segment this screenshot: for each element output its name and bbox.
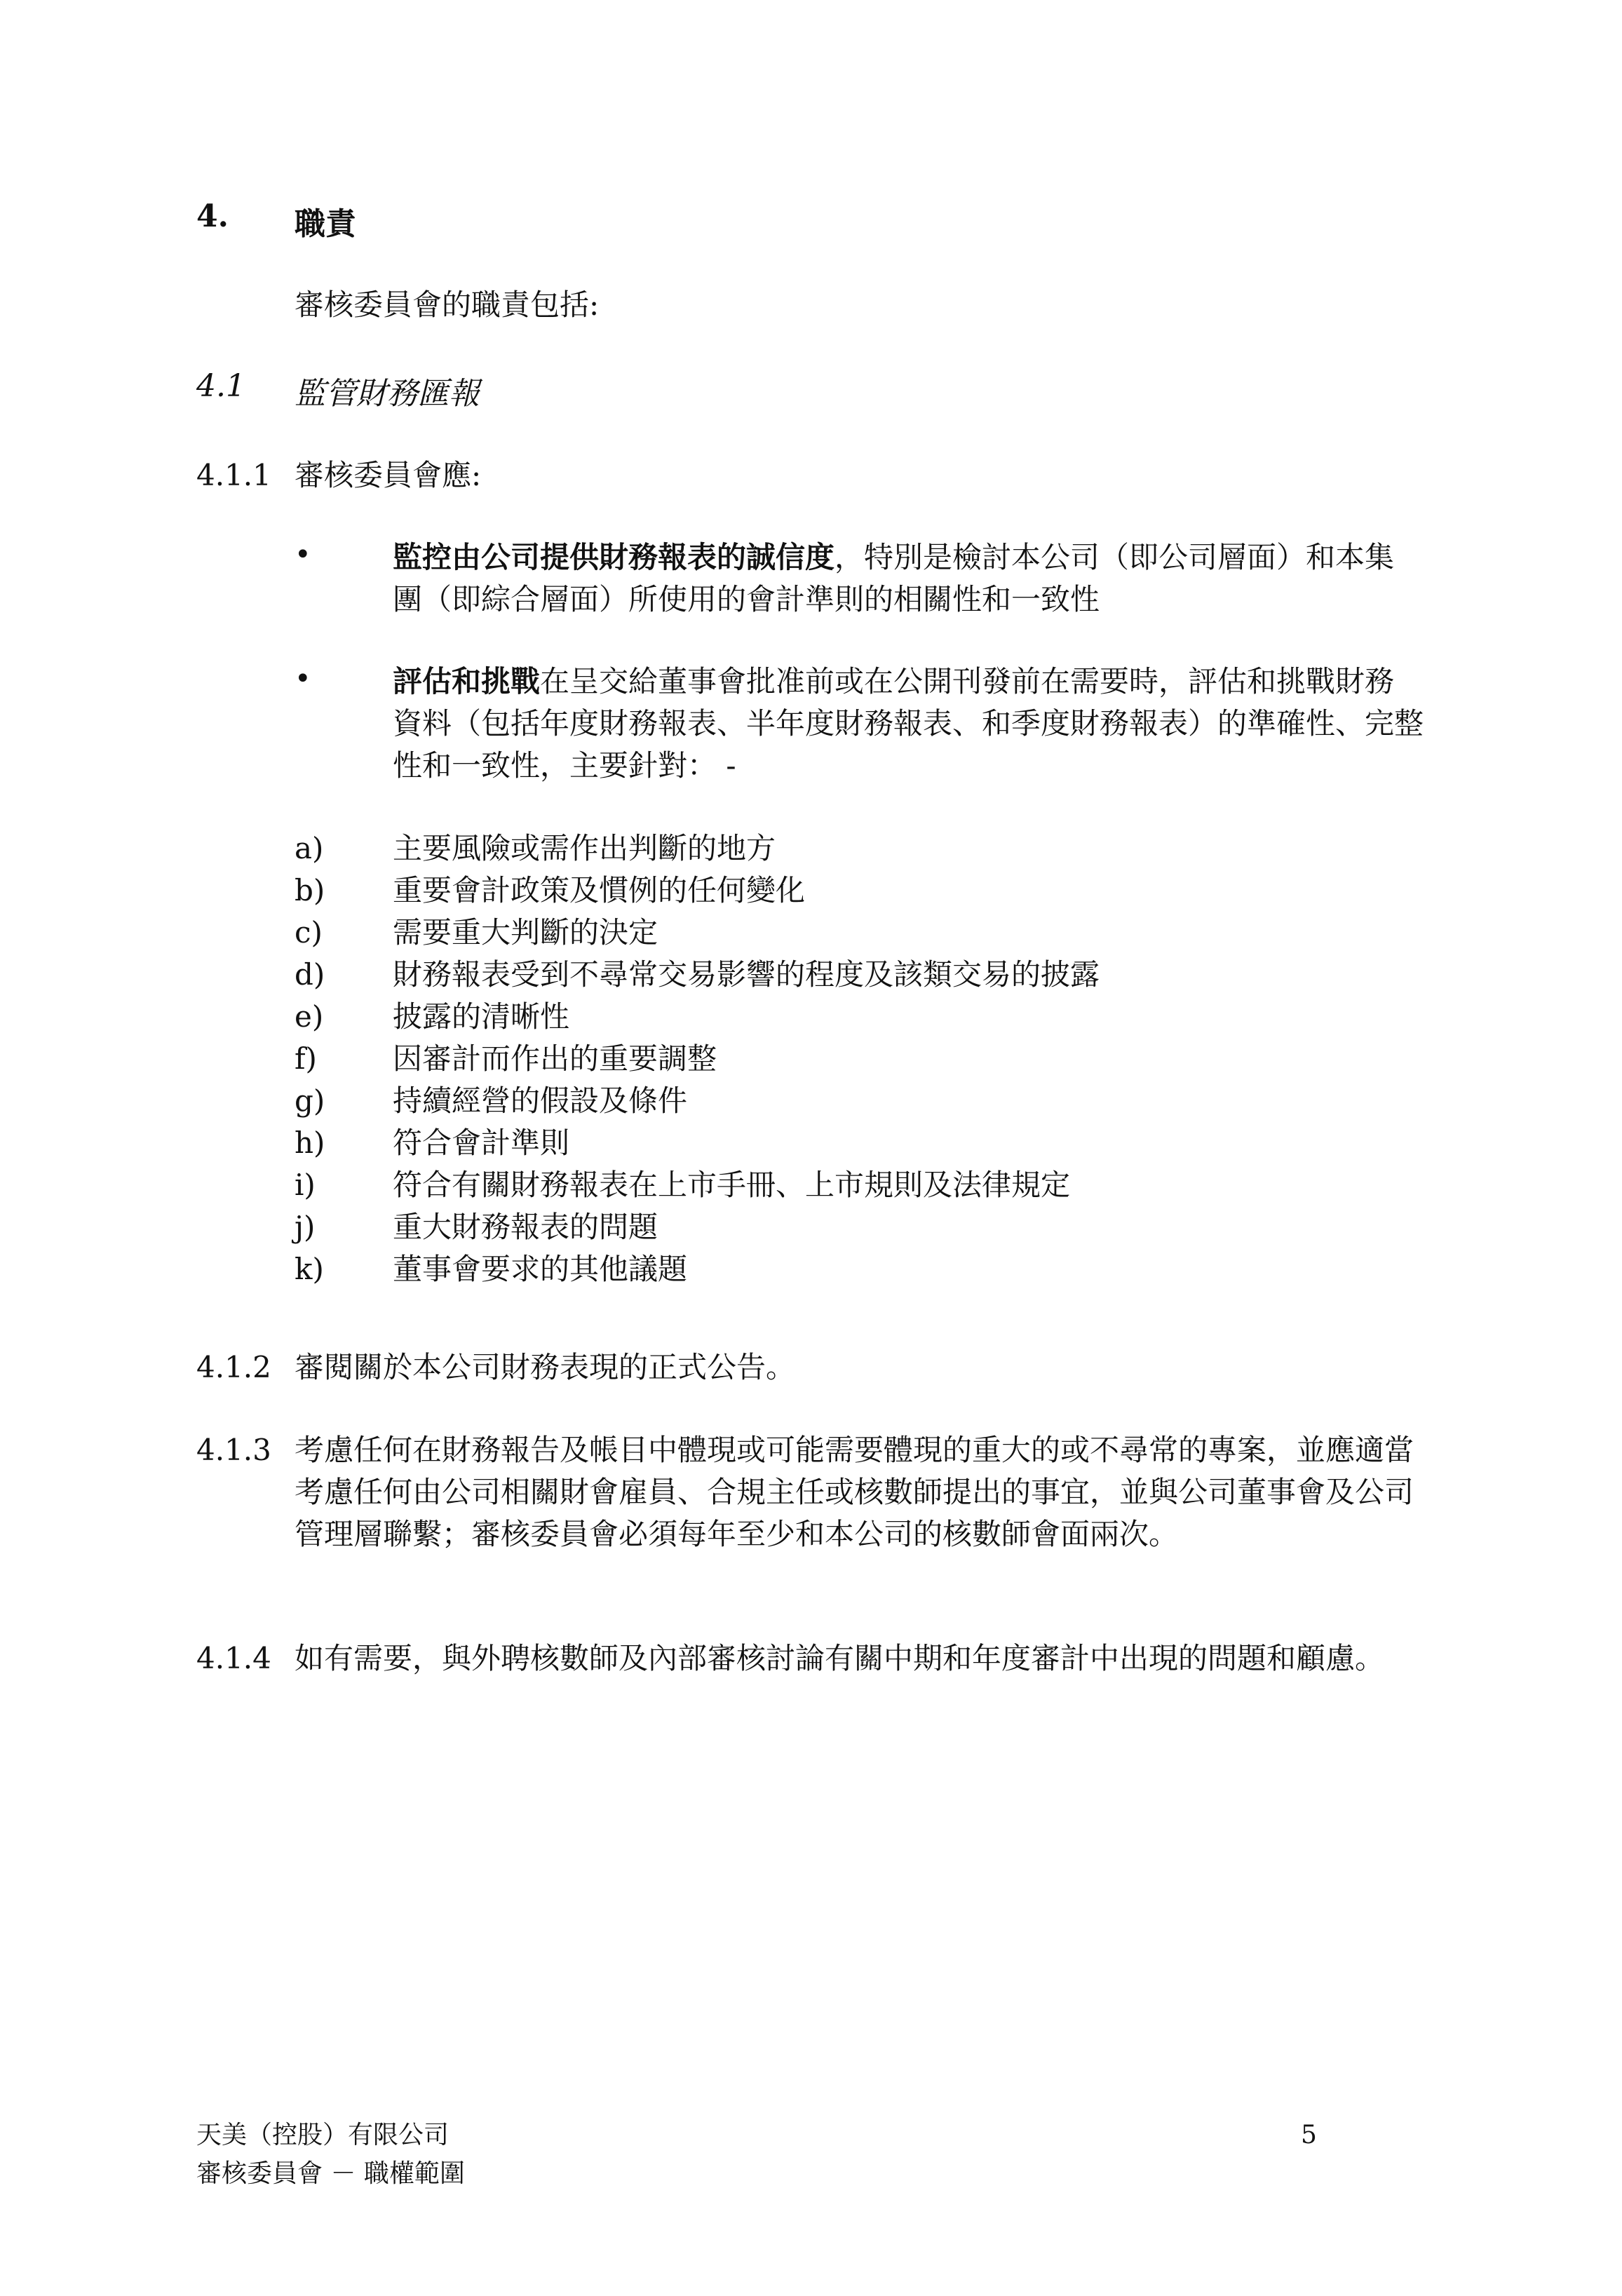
bullet-rest-text: 在呈交給董事會批准前或在公開刊發前在需要時，評估和挑戰財務資料（包括年度財務報表、半年度財務報表、和季度財務報表）的準確性、完整性和一致性，主要針對： - (393, 664, 1424, 783)
item-number: 4.1.4 (196, 1641, 271, 1675)
footer-company: 天美（控股）有限公司 (196, 2121, 450, 2149)
section-title: 職責 (295, 206, 356, 242)
item-text: 審閱關於本公司財務表現的正式公告。 (295, 1350, 796, 1384)
list-item-letter: f) (295, 1041, 317, 1076)
list-item-text: 符合會計準則 (393, 1126, 570, 1160)
section-intro: 審核委員會的職責包括: (295, 288, 600, 322)
list-item-letter: g) (295, 1083, 325, 1118)
list-item-text: 董事會要求的其他議題 (393, 1252, 688, 1286)
bullet-icon: • (295, 539, 311, 571)
item-4-1-1-text: 審核委員會應: (295, 458, 482, 492)
list-item-text: 披露的清晰性 (393, 999, 570, 1034)
list-item-text: 重要會計政策及慣例的任何變化 (393, 873, 806, 907)
list-item-letter: d) (295, 957, 325, 992)
list-item-letter: e) (295, 999, 324, 1034)
bullet-rest-text: ，特別是檢討本公司（即公司層面）和本集團（即綜合層面）所使用的會計準則的相關性和一致性 (393, 540, 1395, 616)
list-item-text: 需要重大判斷的決定 (393, 915, 658, 950)
item-text: 考慮任何在財務報告及帳目中體現或可能需要體現的重大的或不尋常的專案，並應適當考慮任何由公司相關財會雇員、合規主任或核數師提出的事宜，並與公司董事會及公司管理層聯繫；審核委員會必須每年至少和本公司的核數師會面兩次。 (295, 1433, 1414, 1551)
bullet-bold-text: 評估和挑戰 (393, 664, 541, 698)
subsection-number: 4.1 (196, 368, 245, 404)
list-item-text: 持續經營的假設及條件 (393, 1083, 688, 1118)
list-item-letter: c) (295, 915, 323, 950)
bullet-icon: • (295, 663, 311, 695)
item-number: 4.1.2 (196, 1350, 271, 1384)
bullet-paragraph (393, 661, 1424, 787)
list-item-text: 因審計而作出的重要調整 (393, 1041, 717, 1076)
list-item-letter: j) (295, 1210, 316, 1244)
list-item-letter: k) (295, 1252, 324, 1286)
list-item-text: 重大財務報表的問題 (393, 1210, 658, 1244)
list-item-text: 符合有關財務報表在上市手冊、上市規則及法律規定 (393, 1168, 1071, 1202)
list-item-letter: a) (295, 831, 324, 865)
list-item-letter: b) (295, 873, 325, 907)
footer-subtitle: 審核委員會 － 職權範圍 (196, 2159, 465, 2188)
section-number: 4. (196, 198, 229, 234)
list-item-letter: i) (295, 1168, 316, 1202)
list-item-text: 財務報表受到不尋常交易影響的程度及該類交易的披露 (393, 957, 1100, 992)
bullet-bold-text: 監控由公司提供財務報表的誠信度 (393, 540, 835, 574)
item-number: 4.1.3 (196, 1433, 271, 1467)
list-item-text: 主要風險或需作出判斷的地方 (393, 831, 776, 865)
list-item-letter: h) (295, 1126, 325, 1160)
item-text: 如有需要，與外聘核數師及內部審核討論有關中期和年度審計中出現的問題和顧慮。 (295, 1641, 1385, 1675)
subsection-title: 監管財務匯報 (295, 376, 480, 412)
item-4-1-1-number: 4.1.1 (196, 458, 271, 492)
bullet-paragraph (393, 536, 1424, 621)
page-number: 5 (1301, 2121, 1317, 2149)
